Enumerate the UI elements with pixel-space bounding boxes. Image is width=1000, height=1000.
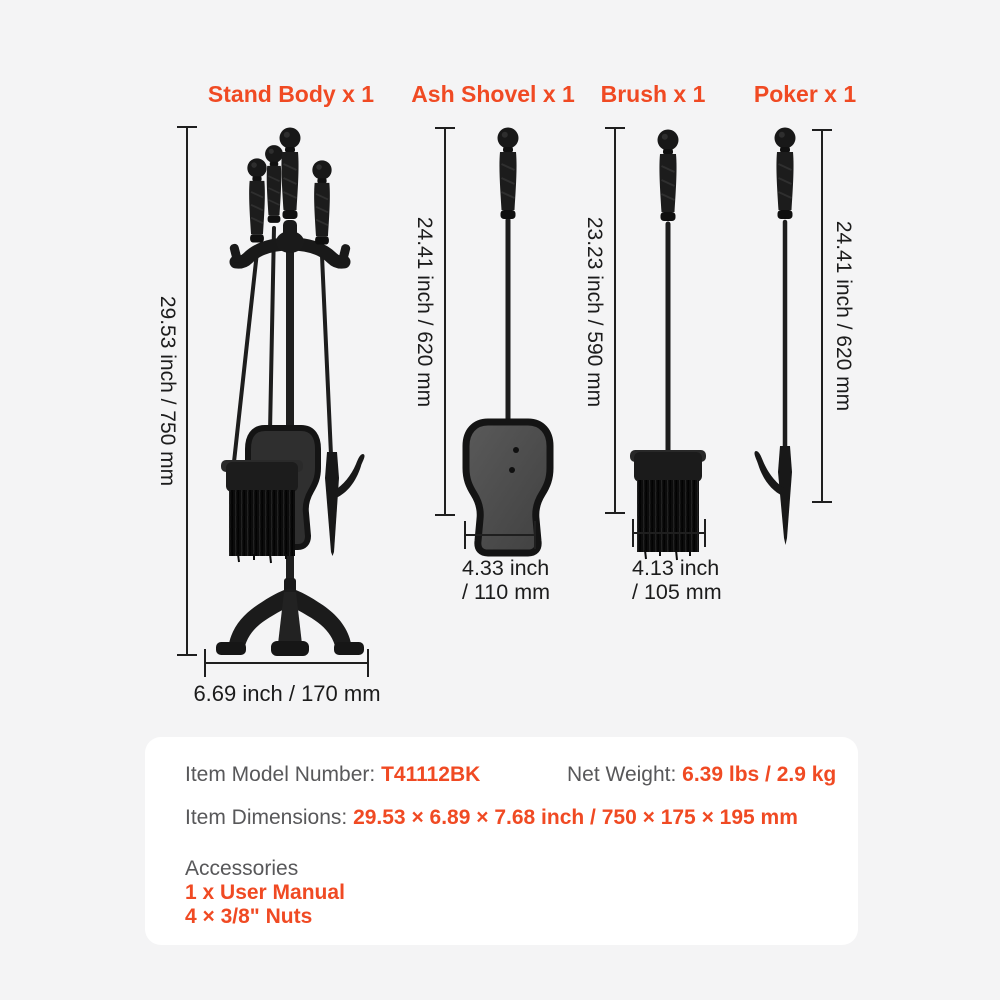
item-title-brush: Brush x 1 (600, 81, 706, 107)
model-number-label: Item Model Number: (185, 763, 376, 786)
accessory-nuts: 4 × 3/8" Nuts (185, 905, 313, 928)
stand-height-dimension: 29.53 inch / 750 mm (156, 295, 179, 487)
brush-width-dimension (632, 556, 722, 604)
net-weight-label: Net Weight: (567, 763, 677, 786)
item-title-ash-shovel: Ash Shovel x 1 (411, 81, 575, 107)
dimensions-row (185, 806, 798, 830)
info-card (145, 737, 858, 945)
model-number-row (185, 763, 480, 787)
shovel-height-dimension: 24.41 inch / 620 mm (413, 216, 436, 408)
brush-width-line1: 4.13 inch (632, 556, 720, 580)
ash-shovel-figure (466, 128, 550, 554)
item-title-stand-body: Stand Body x 1 (207, 81, 375, 107)
poker-figure (754, 128, 795, 546)
stand-width-dimension: 6.69 inch / 170 mm (193, 681, 381, 706)
shovel-width-line1: 4.33 inch (462, 556, 550, 580)
net-weight-value: 6.39 lbs / 2.9 kg (682, 763, 837, 786)
stand-body-figure (216, 128, 365, 657)
poker-height-dimension: 24.41 inch / 620 mm (832, 220, 855, 412)
model-number-value: T41112BK (381, 763, 481, 786)
shovel-width-line2: / 110 mm (462, 580, 551, 604)
shovel-width-dimension (462, 556, 550, 604)
accessory-user-manual: 1 x User Manual (185, 881, 345, 904)
accessories-label: Accessories (185, 857, 299, 880)
brush-height-dimension: 23.23 inch / 590 mm (583, 216, 606, 408)
item-title-poker: Poker x 1 (753, 81, 857, 107)
brush-figure (630, 130, 706, 561)
net-weight-row (567, 763, 836, 787)
dimensions-label: Item Dimensions: (185, 806, 348, 829)
brush-width-line2: / 105 mm (632, 580, 722, 604)
dimensions-value: 29.53 × 6.89 × 7.68 inch / 750 × 175 × 195 mm (353, 806, 798, 829)
